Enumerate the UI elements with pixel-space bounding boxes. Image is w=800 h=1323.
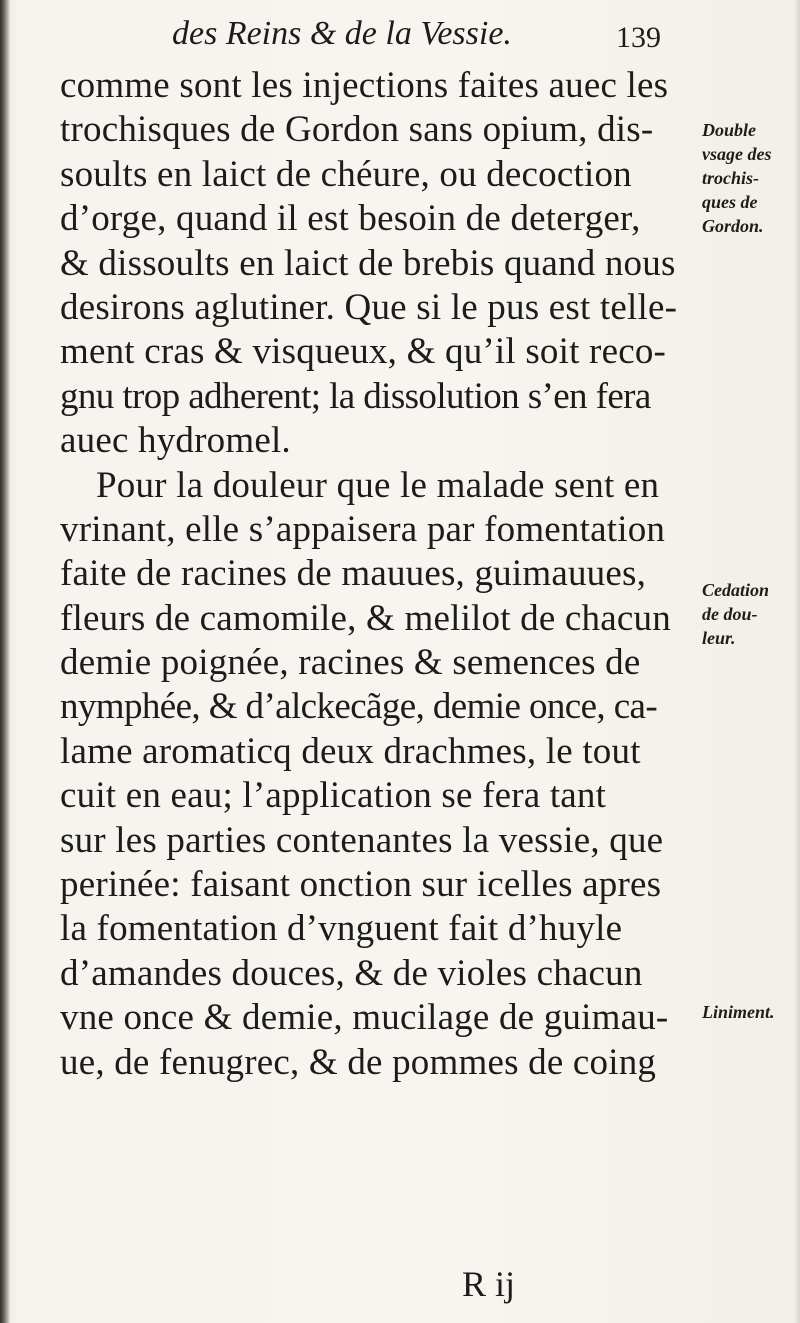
text-line: nymphée, & d’alckecãge, demie once, ca- <box>60 686 658 728</box>
text-line: gnu trop adherent; la dissolution s’en fera <box>60 375 651 417</box>
text-line: ue, de fenugrec, & de pommes de coing <box>60 1041 657 1083</box>
text-line: faite de racines de mauues, guimauues, <box>60 553 647 595</box>
margin-note-line: de dou- <box>702 604 758 624</box>
text-line: demie poignée, racines & semences de <box>60 642 641 684</box>
margin-note-line: Liniment. <box>702 1002 775 1022</box>
binding-gutter <box>0 0 10 1323</box>
margin-note-line: Double <box>702 120 756 140</box>
margin-note-liniment <box>702 1000 798 1024</box>
margin-note-line: trochis- <box>702 168 760 188</box>
text-line: sur les parties contenantes la vessie, que <box>60 819 664 861</box>
signature-mark: R ij <box>462 1264 516 1304</box>
text-line: auec hydromel. <box>60 420 291 462</box>
text-line: comme sont les injections faites auec les <box>60 65 669 106</box>
margin-note-line: ques de <box>702 192 758 212</box>
text-line: vne once & demie, mucilage de guimau- <box>60 997 669 1039</box>
margin-note-double-vsage <box>702 118 798 238</box>
text-line: d’amandes douces, & de violes chacun <box>60 952 643 994</box>
text-line: la fomentation d’vnguent fait d’huyle <box>60 908 623 950</box>
text-line: desirons aglutiner. Que si le pus est telle- <box>60 286 678 328</box>
text-line: cuit en eau; l’application se fera tant <box>60 775 607 817</box>
margin-note-cedation <box>702 578 798 650</box>
running-title: des Reins & de la Vessie. <box>172 15 512 52</box>
text-line: fleurs de camomile, & melilot de chacun <box>60 597 671 639</box>
margin-note-line: Gordon. <box>702 216 764 236</box>
text-line: lame aromaticq deux drachmes, le tout <box>60 730 641 772</box>
text-line: & dissoults en laict de brebis quand nous <box>60 242 676 284</box>
paragraph-start-line: Pour la douleur que le malade sent en <box>96 464 660 506</box>
text-line: d’orge, quand il est besoin de deterger, <box>60 198 641 240</box>
text-line: ment cras & visqueux, & qu’il soit reco- <box>60 331 667 373</box>
text-line: soults en laict de chéure, ou decoction <box>60 153 632 195</box>
page-number: 139 <box>616 21 661 54</box>
text-line: vrinant, elle s’appaisera par fomentation <box>60 508 666 550</box>
body-text <box>60 64 700 1085</box>
margin-note-line: leur. <box>702 628 736 648</box>
text-line: trochisques de Gordon sans opium, dis- <box>60 109 654 151</box>
text-line: perinée: faisant onction sur icelles apres <box>60 864 662 906</box>
margin-note-line: Cedation <box>702 580 770 600</box>
margin-note-line: vsage des <box>702 144 772 164</box>
